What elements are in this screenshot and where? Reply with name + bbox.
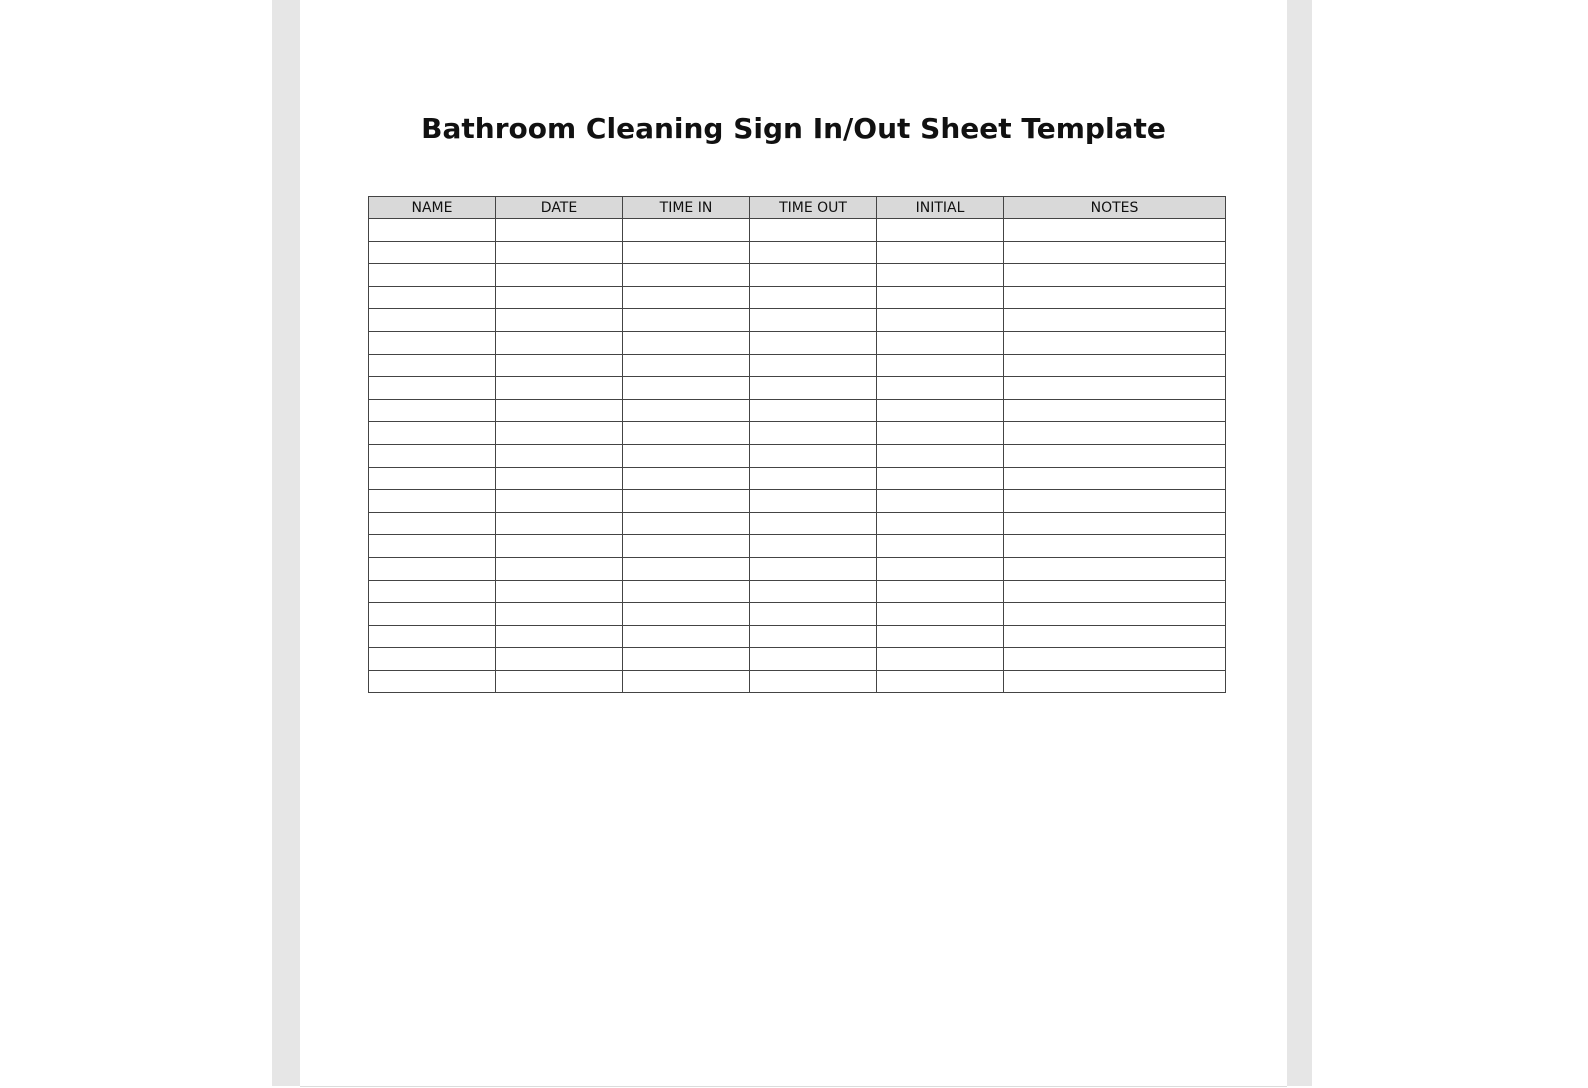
cell-notes[interactable] bbox=[1004, 331, 1226, 354]
cell-name[interactable] bbox=[369, 354, 496, 377]
cell-time-out[interactable] bbox=[750, 331, 877, 354]
table-row bbox=[369, 354, 1226, 377]
table-row bbox=[369, 625, 1226, 648]
cell-time-in[interactable] bbox=[623, 580, 750, 603]
cell-name[interactable] bbox=[369, 241, 496, 264]
cell-date[interactable] bbox=[496, 444, 623, 467]
table-row bbox=[369, 331, 1226, 354]
cell-date[interactable] bbox=[496, 331, 623, 354]
cell-date[interactable] bbox=[496, 490, 623, 513]
cell-date[interactable] bbox=[496, 241, 623, 264]
cell-date[interactable] bbox=[496, 377, 623, 400]
cell-notes[interactable] bbox=[1004, 580, 1226, 603]
column-header-date: DATE bbox=[496, 197, 623, 219]
cell-initial[interactable] bbox=[877, 670, 1004, 693]
table-row bbox=[369, 670, 1226, 693]
cell-time-out[interactable] bbox=[750, 580, 877, 603]
column-header-initial: INITIAL bbox=[877, 197, 1004, 219]
cell-date[interactable] bbox=[496, 670, 623, 693]
cell-time-in[interactable] bbox=[623, 354, 750, 377]
cell-initial[interactable] bbox=[877, 603, 1004, 626]
cell-name[interactable] bbox=[369, 467, 496, 490]
table-row bbox=[369, 219, 1226, 242]
cell-date[interactable] bbox=[496, 467, 623, 490]
cell-notes[interactable] bbox=[1004, 490, 1226, 513]
cell-initial[interactable] bbox=[877, 377, 1004, 400]
cell-time-in[interactable] bbox=[623, 512, 750, 535]
cell-date[interactable] bbox=[496, 286, 623, 309]
table-row bbox=[369, 603, 1226, 626]
cell-time-out[interactable] bbox=[750, 219, 877, 242]
cell-time-in[interactable] bbox=[623, 557, 750, 580]
cell-notes[interactable] bbox=[1004, 422, 1226, 445]
cell-name[interactable] bbox=[369, 490, 496, 513]
cell-date[interactable] bbox=[496, 648, 623, 671]
cell-notes[interactable] bbox=[1004, 670, 1226, 693]
cell-notes[interactable] bbox=[1004, 535, 1226, 558]
cell-time-in[interactable] bbox=[623, 535, 750, 558]
column-header-time-out: TIME OUT bbox=[750, 197, 877, 219]
cell-notes[interactable] bbox=[1004, 603, 1226, 626]
cell-name[interactable] bbox=[369, 580, 496, 603]
table-row bbox=[369, 309, 1226, 332]
cell-time-out[interactable] bbox=[750, 557, 877, 580]
cell-initial[interactable] bbox=[877, 331, 1004, 354]
cell-time-out[interactable] bbox=[750, 377, 877, 400]
cell-time-in[interactable] bbox=[623, 241, 750, 264]
cell-time-in[interactable] bbox=[623, 219, 750, 242]
cell-name[interactable] bbox=[369, 422, 496, 445]
cell-name[interactable] bbox=[369, 219, 496, 242]
cell-time-in[interactable] bbox=[623, 670, 750, 693]
table-row bbox=[369, 467, 1226, 490]
cell-notes[interactable] bbox=[1004, 219, 1226, 242]
cell-time-in[interactable] bbox=[623, 286, 750, 309]
column-header-name: NAME bbox=[369, 197, 496, 219]
cell-initial[interactable] bbox=[877, 286, 1004, 309]
cell-initial[interactable] bbox=[877, 399, 1004, 422]
cell-notes[interactable] bbox=[1004, 557, 1226, 580]
cell-time-out[interactable] bbox=[750, 512, 877, 535]
cell-time-out[interactable] bbox=[750, 422, 877, 445]
cell-notes[interactable] bbox=[1004, 512, 1226, 535]
cell-date[interactable] bbox=[496, 625, 623, 648]
cell-name[interactable] bbox=[369, 331, 496, 354]
cell-time-in[interactable] bbox=[623, 422, 750, 445]
cell-initial[interactable] bbox=[877, 422, 1004, 445]
cell-date[interactable] bbox=[496, 219, 623, 242]
cell-time-in[interactable] bbox=[623, 490, 750, 513]
cell-date[interactable] bbox=[496, 309, 623, 332]
table-row bbox=[369, 535, 1226, 558]
cell-initial[interactable] bbox=[877, 512, 1004, 535]
cell-notes[interactable] bbox=[1004, 648, 1226, 671]
table-row bbox=[369, 648, 1226, 671]
cell-initial[interactable] bbox=[877, 557, 1004, 580]
cell-notes[interactable] bbox=[1004, 377, 1226, 400]
table-row bbox=[369, 377, 1226, 400]
table-row bbox=[369, 490, 1226, 513]
cell-initial[interactable] bbox=[877, 490, 1004, 513]
cell-name[interactable] bbox=[369, 603, 496, 626]
cell-time-in[interactable] bbox=[623, 331, 750, 354]
cell-time-out[interactable] bbox=[750, 444, 877, 467]
right-margin-gutter bbox=[1287, 0, 1312, 1086]
cell-time-out[interactable] bbox=[750, 603, 877, 626]
cell-name[interactable] bbox=[369, 399, 496, 422]
cell-name[interactable] bbox=[369, 309, 496, 332]
table-header-row bbox=[369, 197, 1226, 219]
cell-time-out[interactable] bbox=[750, 241, 877, 264]
cell-time-out[interactable] bbox=[750, 354, 877, 377]
cell-date[interactable] bbox=[496, 422, 623, 445]
cell-initial[interactable] bbox=[877, 241, 1004, 264]
cell-date[interactable] bbox=[496, 354, 623, 377]
cell-notes[interactable] bbox=[1004, 241, 1226, 264]
column-header-notes: NOTES bbox=[1004, 197, 1226, 219]
cell-name[interactable] bbox=[369, 670, 496, 693]
cell-initial[interactable] bbox=[877, 535, 1004, 558]
cell-initial[interactable] bbox=[877, 580, 1004, 603]
cell-name[interactable] bbox=[369, 625, 496, 648]
cell-name[interactable] bbox=[369, 648, 496, 671]
page-title: Bathroom Cleaning Sign In/Out Sheet Template bbox=[421, 112, 1166, 145]
cell-name[interactable] bbox=[369, 512, 496, 535]
cell-time-out[interactable] bbox=[750, 490, 877, 513]
document-page bbox=[300, 0, 1287, 1087]
cell-notes[interactable] bbox=[1004, 467, 1226, 490]
cell-date[interactable] bbox=[496, 580, 623, 603]
cell-time-in[interactable] bbox=[623, 399, 750, 422]
cell-notes[interactable] bbox=[1004, 625, 1226, 648]
table-row bbox=[369, 286, 1226, 309]
table-row bbox=[369, 241, 1226, 264]
cell-notes[interactable] bbox=[1004, 286, 1226, 309]
cell-time-out[interactable] bbox=[750, 535, 877, 558]
cell-time-in[interactable] bbox=[623, 467, 750, 490]
table-row bbox=[369, 422, 1226, 445]
cell-name[interactable] bbox=[369, 286, 496, 309]
cell-initial[interactable] bbox=[877, 625, 1004, 648]
cell-time-out[interactable] bbox=[750, 467, 877, 490]
cell-initial[interactable] bbox=[877, 309, 1004, 332]
left-margin-gutter bbox=[272, 0, 300, 1086]
table-row bbox=[369, 580, 1226, 603]
cell-initial[interactable] bbox=[877, 264, 1004, 287]
table-row bbox=[369, 512, 1226, 535]
cell-initial[interactable] bbox=[877, 444, 1004, 467]
cell-time-in[interactable] bbox=[623, 309, 750, 332]
cell-notes[interactable] bbox=[1004, 354, 1226, 377]
cell-time-out[interactable] bbox=[750, 648, 877, 671]
cell-name[interactable] bbox=[369, 444, 496, 467]
cell-time-in[interactable] bbox=[623, 264, 750, 287]
cell-time-out[interactable] bbox=[750, 670, 877, 693]
table-body bbox=[369, 219, 1226, 693]
cell-date[interactable] bbox=[496, 557, 623, 580]
table-row bbox=[369, 264, 1226, 287]
cell-name[interactable] bbox=[369, 264, 496, 287]
column-header-time-in: TIME IN bbox=[623, 197, 750, 219]
cell-notes[interactable] bbox=[1004, 444, 1226, 467]
cell-initial[interactable] bbox=[877, 648, 1004, 671]
table-row bbox=[369, 444, 1226, 467]
cell-time-out[interactable] bbox=[750, 399, 877, 422]
cell-date[interactable] bbox=[496, 264, 623, 287]
cell-time-in[interactable] bbox=[623, 648, 750, 671]
cell-time-out[interactable] bbox=[750, 625, 877, 648]
cell-date[interactable] bbox=[496, 603, 623, 626]
cell-time-in[interactable] bbox=[623, 444, 750, 467]
cell-notes[interactable] bbox=[1004, 309, 1226, 332]
cell-notes[interactable] bbox=[1004, 264, 1226, 287]
cell-initial[interactable] bbox=[877, 219, 1004, 242]
cell-time-in[interactable] bbox=[623, 625, 750, 648]
cell-name[interactable] bbox=[369, 557, 496, 580]
cell-date[interactable] bbox=[496, 399, 623, 422]
cell-name[interactable] bbox=[369, 377, 496, 400]
sign-in-out-table bbox=[368, 196, 1226, 693]
cell-notes[interactable] bbox=[1004, 399, 1226, 422]
cell-name[interactable] bbox=[369, 535, 496, 558]
table-row bbox=[369, 557, 1226, 580]
table-row bbox=[369, 399, 1226, 422]
cell-time-in[interactable] bbox=[623, 603, 750, 626]
cell-initial[interactable] bbox=[877, 467, 1004, 490]
cell-time-out[interactable] bbox=[750, 309, 877, 332]
cell-time-out[interactable] bbox=[750, 264, 877, 287]
cell-time-out[interactable] bbox=[750, 286, 877, 309]
cell-date[interactable] bbox=[496, 512, 623, 535]
cell-time-in[interactable] bbox=[623, 377, 750, 400]
cell-initial[interactable] bbox=[877, 354, 1004, 377]
cell-date[interactable] bbox=[496, 535, 623, 558]
